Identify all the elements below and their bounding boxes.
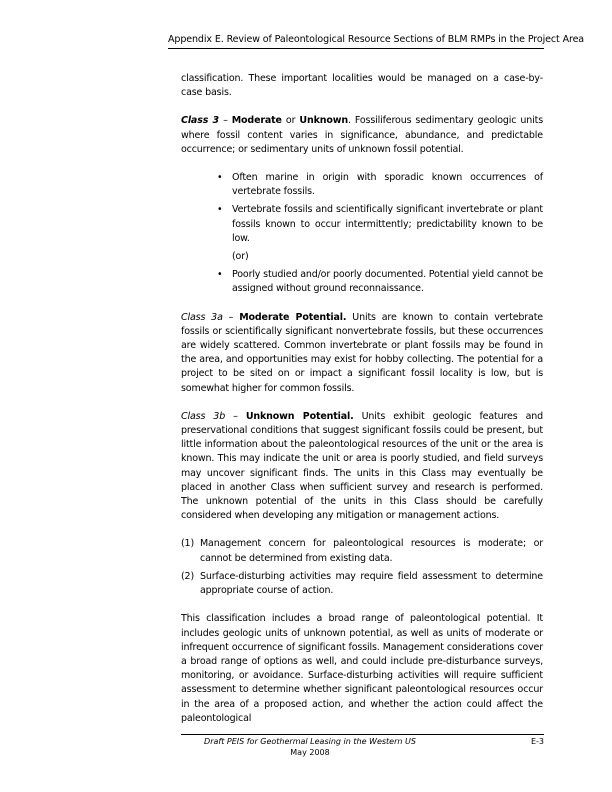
running-header: [168, 34, 585, 49]
or-separator: [181, 250, 543, 264]
header-title: Appendix E. Review of Paleontological Resource Sections of BLM RMPs in the Project Area: [168, 34, 585, 45]
class-3-moderate: Moderate: [231, 115, 282, 127]
bullet-text: Vertebrate fossils and scientifically significant invertebrate or plant fossils known to occur intermittently; predictability known to be low.: [232, 204, 543, 244]
footer-doc-title: Draft PEIS for Geothermal Leasing in the Western US: [204, 737, 416, 746]
page-number: E-3: [530, 737, 544, 746]
footer-rule: [181, 734, 544, 735]
class-3-or: or: [281, 115, 300, 127]
class-3-label: Class 3: [181, 115, 220, 127]
page-content: [181, 72, 543, 740]
class-3-paragraph: [181, 114, 543, 157]
item-text: Management concern for paleontological resources is moderate; or cannot be determined from existing data.: [200, 538, 543, 564]
final-paragraph: This classification includes a broad range of paleontological potential. It includes geologic units of unknown potential, as well as units of moderate or infrequent occurrence of significant fossils. Management considerations cover a broad range of options as well, and could include pre-disturbance surveys, monitoring, or avoidance. Surface-disturbing activities will require sufficient assessment to determine whether significant paleontological resources occur in the area of a proposed action, and whether the action could affect the paleontological: [181, 613, 543, 724]
item-text: Surface-disturbing activities may require field assessment to determine appropriate course of action.: [200, 570, 543, 597]
or-text: (or): [232, 251, 249, 263]
class-3b-dash: –: [225, 410, 246, 422]
bullet-icon: •: [217, 269, 223, 281]
bullet-text: Poorly studied and/or poorly documented. Potential yield cannot be assigned without ground reconnaissance.: [232, 269, 544, 295]
bullet-text: Often marine in origin with sporadic known occurrences of vertebrate fossils.: [232, 172, 543, 198]
class-3-text: . Fossiliferous sedimentary geologic units where fossil content varies in significance, abundance, and predictable occurrence; or sedimentary units of unknown fossil potential.: [181, 115, 543, 155]
class-3b-text: Units exhibit geologic features and preservational conditions that suggest significant fossils could be present, but little information about the paleontological resources of the unit or the area is known. This may indicate the unit or area is poorly studied, and field surveys may uncover significant finds. The units in this Class may eventually be placed in another Class when sufficient survey and research is performed. The unknown potential of the units in this Class should be carefully considered when developing any mitigation or management actions.: [181, 410, 544, 522]
class-3-dash: –: [219, 115, 232, 127]
item-number: (2): [181, 570, 195, 582]
footer-date: May 2008: [290, 748, 330, 757]
bullet-icon: •: [217, 204, 223, 216]
class-3a-dash: –: [222, 311, 240, 323]
bullet-item: [181, 171, 543, 199]
numbered-item: [181, 570, 543, 598]
class-3-unknown: Unknown: [299, 115, 348, 127]
class-3a-paragraph: [181, 311, 543, 396]
item-number: (1): [181, 538, 195, 550]
numbered-item: [181, 537, 543, 565]
class-3a-label: Class 3a: [181, 311, 223, 323]
bullet-item: [181, 203, 543, 246]
class-3b-paragraph: [181, 410, 543, 524]
class-3-bullet-list: [181, 171, 543, 297]
class-3b-heading: Unknown Potential.: [245, 410, 354, 422]
class-3a-heading: Moderate Potential.: [239, 311, 347, 323]
bullet-item: [181, 268, 543, 296]
class-3a-text: Units are known to contain vertebrate fossils or scientifically significant nonvertebrate fossils, but these occurrences are widely scattered. Common invertebrate or plant fossils may be found in the area, and opportunities may exist for hobby collecting. The potential for a project to be sited on or impact a significant fossil locality is low, but is somewhat higher for common fossils.: [181, 311, 543, 394]
bullet-icon: •: [217, 172, 223, 184]
intro-paragraph: classification. These important localities would be managed on a case-by-case basis.: [181, 73, 543, 99]
numbered-list: [181, 537, 543, 598]
class-3b-label: Class 3b: [181, 410, 226, 422]
